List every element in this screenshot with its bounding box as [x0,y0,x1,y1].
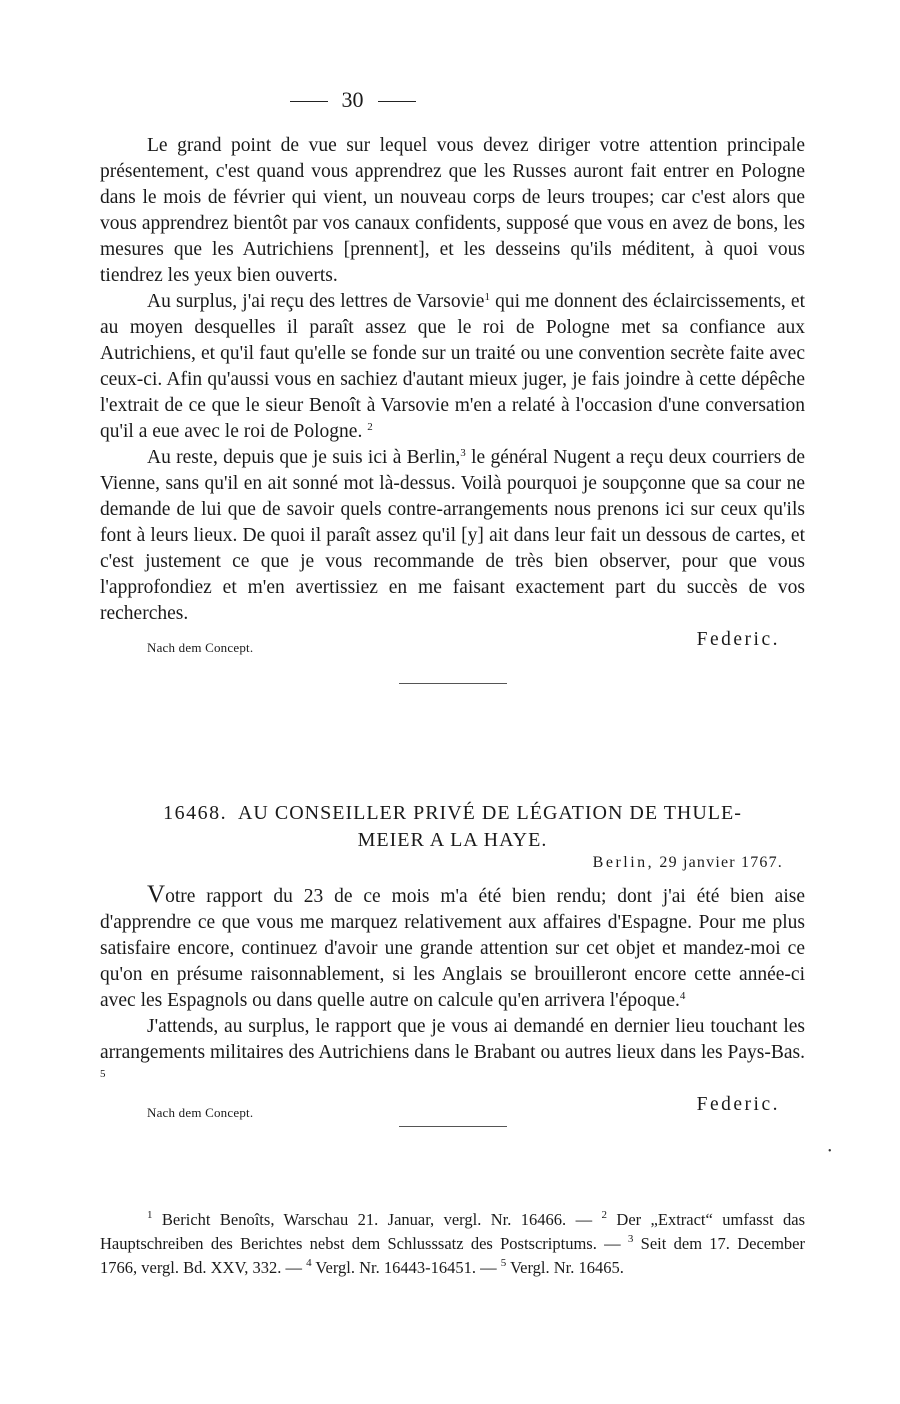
closing-row [100,627,805,657]
footnote-ref[interactable]: 3 [460,447,466,459]
footnote-ref[interactable]: 5 [100,1068,106,1080]
paragraph [100,133,805,289]
signature: Federic. [696,1094,780,1115]
footnote-text: Bericht Benoîts, Warschau 21. Januar, vergl. Nr. 16466. — [152,1210,602,1229]
paragraph [100,289,805,445]
footnote-text: Der „Extract“ umfasst das Hauptschreiben des Berichtes nebst dem Schlusssatz des Postscriptums. — [100,1210,805,1253]
section-separator [399,1126,507,1128]
closing-row [100,1092,805,1122]
paragraph-text: qui me donnent des éclaircissements, et au moyen desquelles il paraît assez que le roi de Pologne met sa confiance aux Autrichiens, et qu'il faut qu'elle se fonde sur un traité ou une convention secrète faite avec ceux-ci. Afin qu'aussi vous en sachiez d'autant mieux juger, je fais joindre à cette dépêche l'extrait de ce que le sieur Benoît à Varsovie m'en a relaté à l'occasion d'une conversation qu'il a eue avec le roi de Pologne. [100,291,805,442]
dateline [593,854,783,872]
footnote-text: Seit dem 17. December 1766, vergl. Bd. XXV, 332. — [100,1234,805,1277]
footnote-text: Vergl. Nr. 16465. [506,1258,624,1277]
paragraph-text: le général Nugent a reçu deux courriers de Vienne, sans qu'il en ait sonné mot là-dessus. Voilà pourquoi je soupçonne que sa cour ne demande de lui que de savoir quels contre-arrangements nous prenons ici sur ceux qu'ils font à leurs lieux. De quoi il paraît assez qu'il [y] ait dans leur fait un dessous de cartes, et c'est justement ce que je vous recommande de très bien observer, pour que vous l'approfondiez et m'en avertissiez en me faisant exactement part du succès de vos recherches. [100,447,805,624]
paragraph [100,1014,805,1092]
page-number-text: 30 [341,87,364,112]
date-city: Berlin, [592,854,655,871]
heading-line-2: MEIER A LA HAYE. [357,829,548,851]
letter-heading [100,800,805,854]
heading-line-1: AU CONSEILLER PRIVÉ DE LÉGATION DE THULE- [237,802,742,824]
initial-letter: V [147,881,166,908]
footnote-ref[interactable]: 1 [484,291,490,303]
letter-16467-body [100,133,805,685]
signature: Federic. [696,629,780,650]
page-number-dash-left [290,101,328,102]
print-speck: • [828,1146,832,1157]
letter-number: 16468. [163,802,228,824]
letter-16468-body [100,882,805,1128]
paragraph-text: J'attends, au surplus, le rapport que je vous ai demandé en dernier lieu touchant les arrangements militaires des Autrichiens dans le Brabant ou autres lieux dans les Pays-Bas. [100,1016,805,1063]
paragraph-text: Le grand point de vue sur lequel vous devez diriger votre attention principale présentement, c'est quand vous apprendrez que les Russes auront fait entrer en Pologne dans le mois de février qui vient, un nouveau corps de leurs troupes; car c'est alors que vous apprendrez bientôt par vos canaux confidents, supposé que vous en avez de bons, les mesures que les Autrichiens [prennent], et les desseins qu'ils méditent, à quoi vous tiendrez les yeux bien ouverts. [100,135,805,286]
footnote-number: 4 [306,1257,312,1269]
footnote-number: 1 [147,1209,153,1221]
page-number [0,86,705,114]
footnote-number: 5 [500,1257,507,1269]
footnote-text: Vergl. Nr. 16443-16451. — [311,1258,501,1277]
date-text: 29 janvier 1767. [659,854,783,871]
paragraph-text: otre rapport du 23 de ce mois m'a été bien rendu; dont j'ai été bien aise d'apprendre ce que vous me marquez relativement aux affaires d'Espagne. Pour me plus satisfaire encore, continuez d'avoir une grande attention sur cet objet et mandez-moi ce qu'on en présume raisonnablement, si les Anglais se brouilleront encore cette année-ci avec les Espagnols ou dans quelle autre on calcule qu'en arrivera l'époque. [100,886,805,1011]
paragraph [100,445,805,627]
footnote-number: 2 [601,1209,607,1221]
paragraph-text: Au reste, depuis que je suis ici à Berlin, [147,447,461,468]
footnote-ref[interactable]: 2 [367,421,373,433]
footnote-ref[interactable]: 4 [679,990,686,1002]
source-note: Nach dem Concept. [147,640,254,655]
section-separator [399,683,507,685]
paragraph [100,882,805,1014]
footnotes [100,1208,805,1280]
footnote-number: 3 [627,1233,634,1245]
page-number-dash-right [378,101,416,102]
source-note: Nach dem Concept. [147,1105,254,1120]
paragraph-text: Au surplus, j'ai reçu des lettres de Varsovie [147,291,485,312]
